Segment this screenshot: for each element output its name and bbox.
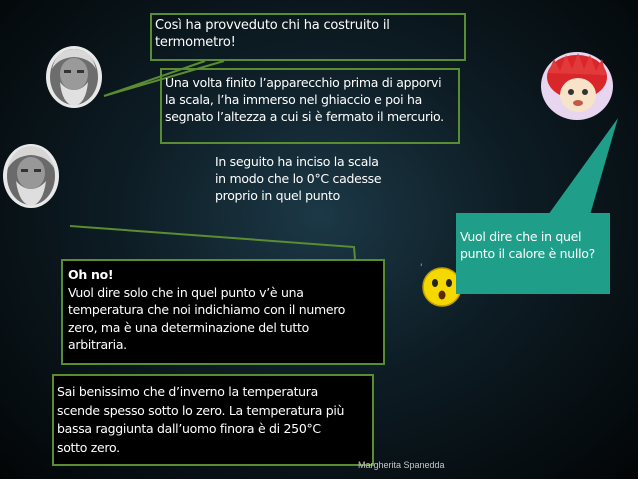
bubble-line: proprio in quel punto [215,188,341,203]
bubble-line: temperatura che noi indichiamo con il numero [68,302,346,317]
scale-bubble [211,148,431,210]
author-credit: Margherita Spanedda [358,460,445,470]
bubble-line: In seguito ha inciso la scala [215,154,379,169]
bubble-line: la scala, l’ha immerso nel ghiaccio e poi ha [165,92,422,107]
ice-bubble [160,68,460,144]
old-man-portrait-icon [44,44,104,110]
bubble-line: zero, ma è una determinazione del tutto [68,319,309,335]
bubble-line: Così ha provveduto chi ha costruito il [155,18,390,33]
bubble-line: termometro! [155,35,236,50]
bubble-line: Vuol dire solo che in quel punto v’è una [68,284,304,300]
builder-bubble [150,13,466,61]
bubble-line: punto il calore è nullo? [460,246,595,261]
bubble-line: bassa raggiunta dall’uomo finora è di 250°C [57,421,321,436]
bubble-line: arbitraria. [68,337,127,352]
svg-text:': ' [420,263,423,273]
bubble-line: segnato l’altezza a cui si è fermato il mercurio. [165,109,444,124]
red-haired-girl-cartoon-icon [540,51,614,121]
question-bubble [456,213,610,294]
bubble-line: Vuol dire che in quel [460,229,582,244]
bubble-line: in modo che lo 0°C cadesse [215,171,382,186]
ohno-bubble [61,259,385,365]
ohno-bubble-tail [70,226,355,259]
bubble-line: Sai benissimo che d’inverno la temperatura [57,384,318,399]
old-man-portrait-icon [1,142,61,210]
bubble-line: sotto zero. [57,439,120,455]
bubble-heading: Oh no! [68,267,114,282]
bubble-line: Una volta finito l’apparecchio prima di apporvi [165,75,442,90]
winter-bubble [52,374,374,466]
bubble-line: scende spesso sotto lo zero. La temperatura più [57,402,345,418]
